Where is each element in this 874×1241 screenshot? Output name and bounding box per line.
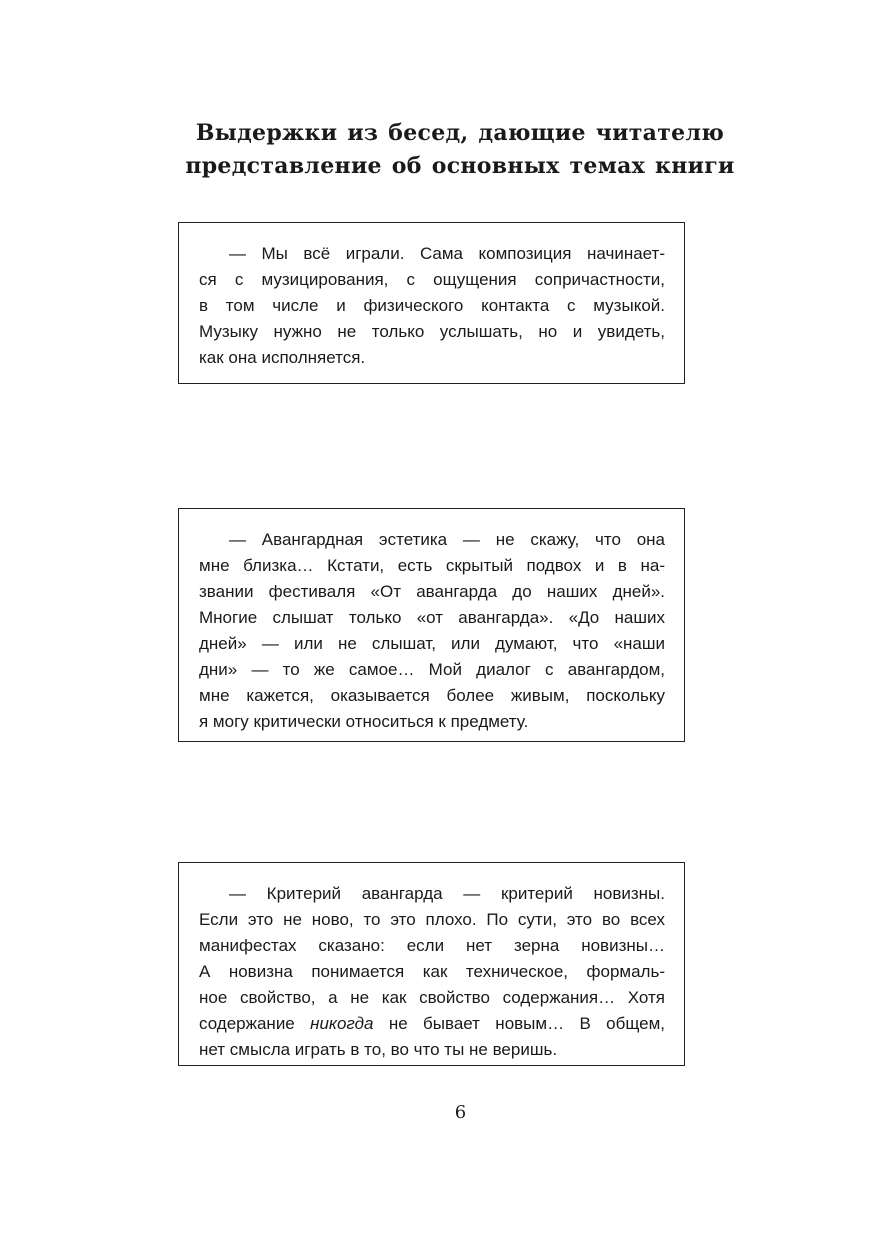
quote-3-line: нет смысла играть в то, во что ты не веришь.	[199, 1040, 558, 1059]
quote-2-line: дней» — или не слышат, или думают, что «наши	[199, 634, 665, 653]
quote-2-line: Многие слышат только «от авангарда». «До наших	[199, 608, 665, 627]
quote-3-line: — Критерий авангарда — критерий новизны.	[229, 884, 665, 903]
quote-1-line: как она исполняется.	[199, 348, 366, 367]
quote-1-line: в том числе и физического контакта с музыкой.	[199, 296, 665, 315]
quote-1-line: Музыку нужно не только услышать, но и увидеть,	[199, 322, 665, 341]
quote-3-line: А новизна понимается как техническое, формаль-	[199, 962, 665, 981]
quote-1-line: ся с музицирования, с ощущения сопричастности,	[199, 270, 665, 289]
page-number: 6	[454, 1102, 467, 1123]
quote-2-line: мне кажется, оказывается более живым, поскольку	[199, 686, 665, 705]
quote-3-line: ное свойство, а не как свойство содержания… Хотя	[199, 988, 665, 1007]
quote-3-line-emphasis	[199, 1011, 665, 1037]
page-heading	[150, 117, 770, 183]
quote-3-emphasis-before: содержание	[199, 1014, 311, 1033]
quote-2-line: звании фестиваля «От авангарда до наших дней».	[199, 582, 665, 601]
quote-3-emphasis-word: никогда	[310, 1014, 374, 1033]
quote-box-2	[178, 508, 685, 742]
heading-line-2: представление об основных темах книги	[185, 153, 735, 179]
quote-1-line: — Мы всё играли. Сама композиция начинает-	[229, 244, 665, 263]
quote-3-line: манифестах сказано: если нет зерна новизны…	[199, 936, 665, 955]
quote-box-3	[178, 862, 685, 1066]
quote-2-line: мне близка… Кстати, есть скрытый подвох и в на-	[199, 556, 665, 575]
quote-2-line: я могу критически относиться к предмету.	[199, 712, 529, 731]
quote-box-1	[178, 222, 685, 384]
heading-line-1: Выдержки из бесед, дающие читателю	[195, 120, 725, 146]
quote-2-line: дни» — то же самое… Мой диалог с авангардом,	[199, 660, 665, 679]
quote-3-emphasis-after: не бывает новым… В общем,	[373, 1014, 665, 1033]
quote-3-line: Если это не ново, то это плохо. По сути, это во всех	[199, 910, 665, 929]
quote-2-line: — Авангардная эстетика — не скажу, что она	[229, 530, 665, 549]
